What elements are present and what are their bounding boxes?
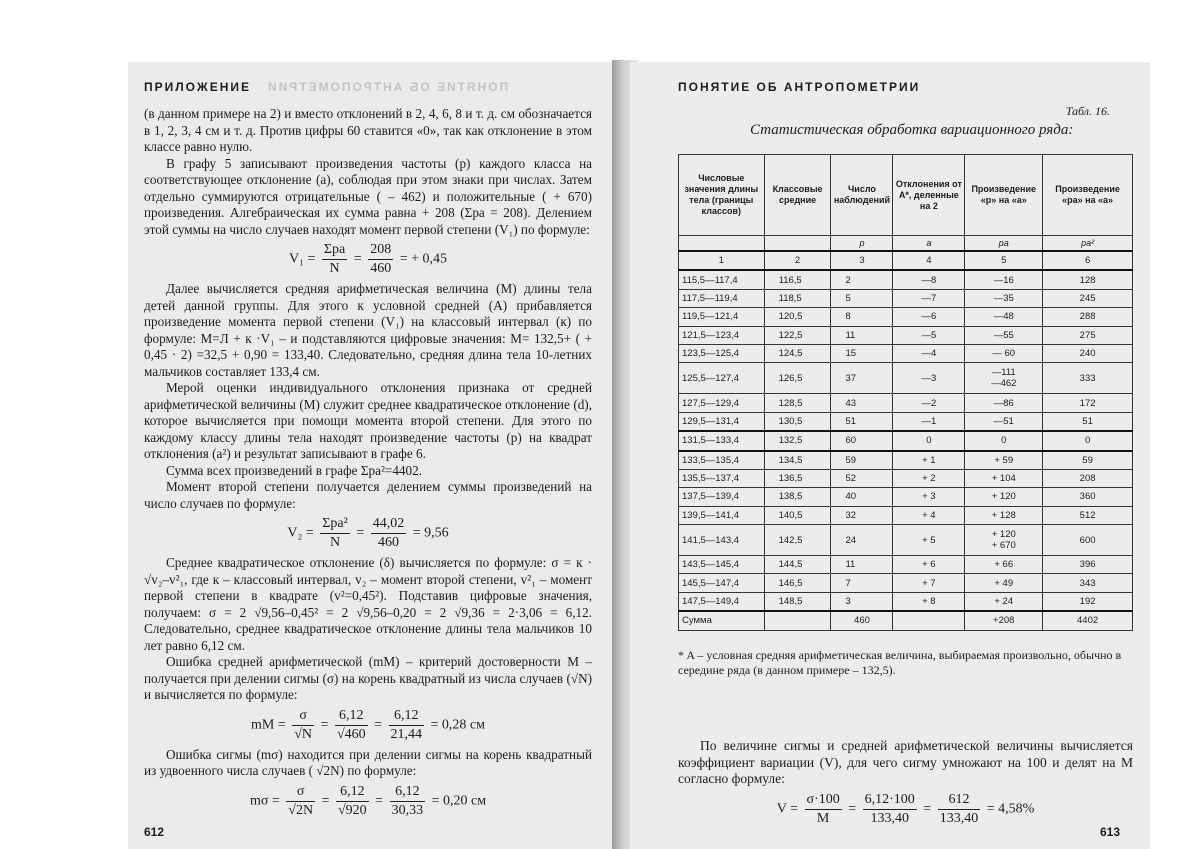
table-cell: 128,5 — [764, 394, 831, 412]
table-row — [679, 394, 1133, 412]
table-cell: 129,5—131,4 — [679, 412, 765, 431]
table-row — [679, 574, 1133, 592]
table-cell: —35 — [965, 289, 1043, 307]
table-cell: 40 — [831, 488, 893, 506]
table-row — [679, 451, 1133, 470]
table-cell: —111 —462 — [965, 363, 1043, 394]
table-row — [679, 506, 1133, 524]
fraction — [938, 791, 981, 828]
table-cell: 130,5 — [764, 412, 831, 431]
denominator: 133,40 — [939, 810, 979, 826]
table-cell: 60 — [831, 431, 893, 450]
table-cell: 134,5 — [764, 451, 831, 470]
symbol-cell: p — [831, 236, 893, 252]
equals: = — [356, 525, 365, 541]
table-cell: 0 — [965, 431, 1043, 450]
formula-mm — [144, 707, 592, 744]
sum-label: Сумма — [679, 611, 765, 630]
table-cell: —86 — [965, 394, 1043, 412]
equals: = — [848, 801, 857, 817]
paragraph: Среднее квадратическое отклонение (δ) вычисляется по формуле: σ = к · √v₂–v²₁, где к – классовый интервал, v₂ – момент второй степени, v²₁ – момент первой степени в квадрате (v²=0,45²). Подставив цифровые значения, получаем: σ = 2 √9,56–0,45² = 2 √9,56–0,20 = 2 √9,36 = 2·3,06 = 6,12. Следовательно, среднее квадратическое отклонение длины тела мальчиков 10 лет равно 6,12 см. — [144, 555, 592, 653]
table-cell: 24 — [831, 525, 893, 556]
column-header: Числовые значения длины тела (границы классов) — [679, 155, 765, 236]
equals: = — [374, 717, 383, 733]
equals: = — [375, 793, 384, 809]
denominator: 133,40 — [870, 810, 909, 826]
equals: = — [320, 717, 329, 733]
denominator: √920 — [337, 802, 367, 818]
table-cell: —48 — [965, 308, 1043, 326]
column-number: 5 — [965, 251, 1043, 270]
table-cell: 116,5 — [764, 270, 831, 289]
numerator: Σpa — [322, 241, 347, 260]
table-cell: + 49 — [965, 574, 1043, 592]
table-cell: 138,5 — [764, 488, 831, 506]
running-header: ПРИЛОЖЕНИЕ — [144, 80, 251, 94]
table-cell: 139,5—141,4 — [679, 506, 765, 524]
table-cell: 0 — [893, 431, 965, 450]
table-cell: 126,5 — [764, 363, 831, 394]
table-cell: 172 — [1043, 394, 1133, 412]
table-cell: —4 — [893, 344, 965, 362]
formula-lhs: V₂ = — [287, 525, 314, 541]
table-cell: 117,5—119,4 — [679, 289, 765, 307]
table-cell: 127,5—129,4 — [679, 394, 765, 412]
numerator: 612 — [938, 791, 981, 810]
column-number: 6 — [1043, 251, 1133, 270]
formula-rhs: = + 0,45 — [399, 251, 447, 267]
table-cell: + 4 — [893, 506, 965, 524]
numerator: 6,12 — [335, 707, 368, 726]
table-row — [679, 344, 1133, 362]
table-cell: 15 — [831, 344, 893, 362]
table-cell: 115,5—117,4 — [679, 270, 765, 289]
numerator: 6,12 — [336, 783, 369, 802]
fraction — [390, 783, 426, 820]
table-cell: — 60 — [965, 344, 1043, 362]
paragraph: (в данном примере на 2) и вместо отклонений в 2, 4, 6, 8 и т. д. см обозначается в 1, 2, 3, 4 см и т. д. Против цифры 60 ставится «0», так как отклонение в этом классе равно нулю. — [144, 106, 592, 154]
numerator: σ — [292, 707, 314, 726]
table-cell: 11 — [831, 326, 893, 344]
table-cell: 5 — [831, 289, 893, 307]
table-cell: + 6 — [893, 556, 965, 574]
table-cell: 7 — [831, 574, 893, 592]
show-through-header: ПОНЯТИЕ ОБ АНТРОПОМЕТРИИ — [266, 80, 509, 94]
denominator: 460 — [377, 535, 399, 550]
table-cell: 144,5 — [764, 556, 831, 574]
denominator: 30,33 — [391, 802, 424, 818]
denominator: N — [329, 261, 340, 276]
table-cell: 120,5 — [764, 308, 831, 326]
numerator: 6,12 — [389, 707, 425, 726]
left-page — [128, 62, 615, 849]
formula-lhs: mM = — [251, 717, 286, 733]
column-number: 1 — [679, 251, 765, 270]
numerator: Σpa² — [320, 515, 350, 534]
paragraph: Ошибка средней арифметической (mM) – критерий достоверности M – получается при делении сигмы (σ) на корень квадратный из числа случаев (√N) и вычисляется по формуле: — [144, 654, 592, 702]
table-row — [679, 556, 1133, 574]
table-cell: 141,5—143,4 — [679, 525, 765, 556]
denominator: √2N — [288, 802, 314, 818]
symbol-cell: a — [893, 236, 965, 252]
table-cell: + 128 — [965, 506, 1043, 524]
table-row — [679, 412, 1133, 431]
paragraph: Сумма всех произведений в графе Σpa²=4402. — [166, 462, 423, 478]
table-cell: 131,5—133,4 — [679, 431, 765, 450]
table-cell: 32 — [831, 506, 893, 524]
table-cell: + 3 — [893, 488, 965, 506]
page-number: 612 — [144, 825, 165, 839]
table-cell: 245 — [1043, 289, 1133, 307]
table-cell: 122,5 — [764, 326, 831, 344]
formula-lhs: V₁ = — [289, 251, 316, 267]
table-cell: 148,5 — [764, 592, 831, 611]
table-cell: 140,5 — [764, 506, 831, 524]
symbol-cell — [679, 236, 765, 252]
column-number: 4 — [893, 251, 965, 270]
sum-n: 460 — [831, 611, 893, 630]
table-title: Статистическая обработка вариационного ряда: — [750, 122, 1074, 138]
table-cell: 208 — [1043, 469, 1133, 487]
table-number: Табл. 16. — [1065, 104, 1110, 118]
table-cell: 360 — [1043, 488, 1133, 506]
table-cell: —55 — [965, 326, 1043, 344]
table-cell: 3 — [831, 592, 893, 611]
formula-v1 — [144, 241, 592, 278]
column-number-row — [679, 251, 1133, 270]
table-cell: 133,5—135,4 — [679, 451, 765, 470]
table-cell: 124,5 — [764, 344, 831, 362]
table-cell: + 1 — [893, 451, 965, 470]
table-cell: 123,5—125,4 — [679, 344, 765, 362]
table-cell: 121,5—123,4 — [679, 326, 765, 344]
right-body-text — [678, 738, 1133, 831]
table-cell: 8 — [831, 308, 893, 326]
table-row — [679, 525, 1133, 556]
fraction — [368, 241, 393, 278]
paragraph: Далее вычисляется средняя арифметическая величина (M) длины тела детей данной группы. Для этого к условной средней (A) прибавляется произведение момента первой степени (V₁) на классовый интервал (к) по формуле: M=Л + к ·V₁ – и подставляются цифровые значения: M= 132,5+ ( + 0,45 · 2) =32,5 + 0,90 = 133,40. Следовательно, средняя длина тела 10-летних мальчиков составляет 133,4 см. — [144, 281, 592, 379]
table-cell: 146,5 — [764, 574, 831, 592]
table-cell: —8 — [893, 270, 965, 289]
fraction — [322, 241, 347, 278]
paragraph: Мерой оценки индивидуального отклонения признака от средней арифметической величины (M) служит среднее квадратическое отклонение (d), которое вычисляется при помощи момента второй степени. Для этого по каждому классу длины тела находят произведение частоты (p) на квадрат отклонения (a²) и результат записывают в графе 6. — [144, 380, 592, 461]
equals: = — [923, 801, 932, 817]
table-cell: + 104 — [965, 469, 1043, 487]
table-cell: + 7 — [893, 574, 965, 592]
table-cell: 59 — [1043, 451, 1133, 470]
table-cell: 145,5—147,4 — [679, 574, 765, 592]
numerator: 6,12 — [390, 783, 426, 802]
formula-lhs: mσ = — [249, 793, 280, 809]
numerator: σ·100 — [805, 791, 842, 810]
table-cell: 240 — [1043, 344, 1133, 362]
table-cell: —1 — [893, 412, 965, 431]
table-cell: 59 — [831, 451, 893, 470]
fraction — [320, 515, 350, 552]
table-cell: 135,5—137,4 — [679, 469, 765, 487]
table-cell: 125,5—127,4 — [679, 363, 765, 394]
table-cell: 600 — [1043, 525, 1133, 556]
table-cell: 119,5—121,4 — [679, 308, 765, 326]
table-row — [679, 308, 1133, 326]
table-footnote: * A – условная средняя арифметическая величина, выбираемая произвольно, обычно в середине ряда (в данном примере – 132,5). — [678, 648, 1122, 677]
table-cell: 275 — [1043, 326, 1133, 344]
formula-lhs: V = — [776, 801, 798, 817]
paragraph: Ошибка сигмы (mσ) находится при делении сигмы на корень квадратный из удвоенного числа случаев ( √2N) по формуле: — [144, 746, 592, 778]
table-cell: 43 — [831, 394, 893, 412]
equals: = — [353, 251, 362, 267]
fraction — [286, 783, 315, 820]
table-cell: 128 — [1043, 270, 1133, 289]
table-cell: 137,5—139,4 — [679, 488, 765, 506]
statistics-table — [678, 154, 1133, 631]
left-body-text — [144, 106, 592, 823]
formula-msigma — [144, 783, 592, 820]
column-header: Классовые средние — [764, 155, 831, 236]
table-cell: 132,5 — [764, 431, 831, 450]
denominator: 460 — [370, 261, 392, 276]
table-row — [679, 469, 1133, 487]
symbol-cell: pa — [965, 236, 1043, 252]
table-cell: 142,5 — [764, 525, 831, 556]
table-cell: —16 — [965, 270, 1043, 289]
fraction — [389, 707, 425, 744]
table-cell: + 24 — [965, 592, 1043, 611]
table-cell: + 66 — [965, 556, 1043, 574]
table-cell: 51 — [831, 412, 893, 431]
table-cell: 343 — [1043, 574, 1133, 592]
denominator: √460 — [336, 726, 366, 742]
table-row — [679, 592, 1133, 611]
paragraph: В графу 5 записывают произведения частоты (p) каждого класса на соответствующее отклонение (a), соблюдая при этом знаки при числах. Затем отдельно суммируются отрицательные ( – 462) и положительные ( + 670) произведения. Алгебраическая их сумма равна + 208 (Σpa = 208). Делением этой суммы на число случаев находят момент первой степени (V₁) по формуле: — [144, 155, 592, 237]
right-page — [630, 62, 1150, 849]
table-cell: 147,5—149,4 — [679, 592, 765, 611]
formula-rhs: = 0,28 см — [430, 717, 485, 733]
denominator: M — [816, 810, 830, 826]
symbol-cell — [764, 236, 831, 252]
table-cell: —51 — [965, 412, 1043, 431]
paragraph: По величине сигмы и средней арифметической величины вычисляется коэффициент вариации (V), для чего сигму умножают на 100 и делят на M согласно формуле: — [678, 738, 1133, 786]
table-row — [679, 326, 1133, 344]
column-header: Произведение «pa» на «a» — [1043, 155, 1133, 236]
formula-rhs: = 4,58% — [986, 801, 1035, 817]
table-cell: —7 — [893, 289, 965, 307]
numerator: 208 — [368, 241, 393, 260]
table-cell: 52 — [831, 469, 893, 487]
formula-variation — [678, 791, 1133, 828]
table-cell: 143,5—145,4 — [679, 556, 765, 574]
table-cell: 192 — [1043, 592, 1133, 611]
table-cell: 0 — [1043, 431, 1133, 450]
table-cell: + 2 — [893, 469, 965, 487]
table-cell: 512 — [1043, 506, 1133, 524]
equals: = — [321, 793, 330, 809]
fraction — [371, 515, 407, 552]
table-cell: —5 — [893, 326, 965, 344]
table-row — [679, 270, 1133, 289]
table-cell: —2 — [893, 394, 965, 412]
table-cell: —3 — [893, 363, 965, 394]
table-cell: + 59 — [965, 451, 1043, 470]
table-cell: 136,5 — [764, 469, 831, 487]
running-header: ПОНЯТИЕ ОБ АНТРОПОМЕТРИИ — [678, 80, 921, 94]
fraction — [805, 791, 842, 828]
numerator: 6,12·100 — [863, 791, 917, 810]
table-row — [679, 289, 1133, 307]
denominator: N — [329, 535, 341, 550]
formula-rhs: = 0,20 см — [431, 793, 487, 809]
denominator: 21,44 — [390, 726, 423, 742]
table-row — [679, 363, 1133, 394]
sum-cell — [893, 611, 965, 630]
paragraph: Момент второй степени получается делением суммы произведений на число случаев по формуле: — [144, 479, 592, 511]
fraction — [863, 791, 917, 828]
table-body — [679, 270, 1133, 611]
table-cell: + 120 + 670 — [965, 525, 1043, 556]
table-cell: 2 — [831, 270, 893, 289]
table-cell: + 120 — [965, 488, 1043, 506]
table-cell: —6 — [893, 308, 965, 326]
table-row — [679, 431, 1133, 450]
formula-rhs: = 9,56 — [412, 525, 449, 541]
sum-pa: +208 — [965, 611, 1043, 630]
table-cell: 11 — [831, 556, 893, 574]
column-header: Число наблюдений — [831, 155, 893, 236]
table-cell: + 8 — [893, 592, 965, 611]
sum-pa2: 4402 — [1043, 611, 1133, 630]
numerator: σ — [286, 783, 315, 802]
table-cell: 37 — [831, 363, 893, 394]
symbol-row — [679, 236, 1133, 252]
table-cell: 396 — [1043, 556, 1133, 574]
column-header: Произведение «p» на «a» — [965, 155, 1043, 236]
fraction — [336, 783, 369, 820]
page-number: 613 — [1099, 825, 1120, 839]
fraction — [292, 707, 314, 744]
formula-v2 — [144, 515, 592, 552]
sum-cell — [764, 611, 831, 630]
fraction — [335, 707, 368, 744]
table-cell: + 5 — [893, 525, 965, 556]
column-header: Отклонения от A*, деленные на 2 — [893, 155, 965, 236]
numerator: 44,02 — [371, 515, 407, 534]
table-row — [679, 488, 1133, 506]
table-cell: 51 — [1043, 412, 1133, 431]
column-number: 2 — [764, 251, 831, 270]
table-cell: 288 — [1043, 308, 1133, 326]
table-cell: 118,5 — [764, 289, 831, 307]
table-header-row — [679, 155, 1133, 236]
symbol-cell: pa² — [1043, 236, 1133, 252]
denominator: √N — [294, 726, 313, 742]
sum-row — [679, 611, 1133, 630]
table-cell: 333 — [1043, 363, 1133, 394]
column-number: 3 — [831, 251, 893, 270]
